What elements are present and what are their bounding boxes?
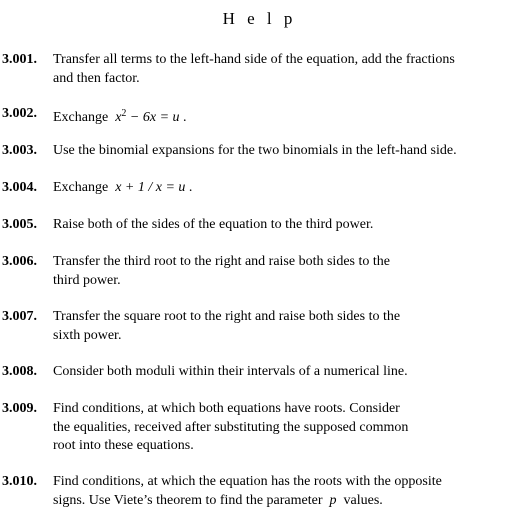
hint-item — [2, 400, 517, 456]
hint-line: Find conditions, at which the equation has the roots with the opposite — [53, 474, 442, 489]
hint-item — [2, 51, 517, 88]
hint-item — [2, 105, 517, 128]
hint-number: 3.006. — [2, 254, 37, 269]
hint-line: Find conditions, at which both equations have roots. Consider — [53, 401, 400, 416]
math-rest: − 6x = u — [126, 110, 180, 125]
hint-text — [53, 105, 517, 128]
hint-suffix: . — [183, 110, 187, 125]
hint-suffix: . — [188, 180, 193, 195]
hint-text — [53, 142, 517, 161]
hint-item — [2, 253, 517, 290]
hint-number: 3.009. — [2, 401, 37, 416]
hint-text — [53, 308, 517, 345]
hint-item — [2, 216, 517, 235]
hint-line: Use the binomial expansions for the two binomials in the left-hand side. — [53, 143, 457, 158]
hint-text — [53, 363, 517, 382]
hint-item — [2, 473, 517, 510]
math-exponent: 2 — [121, 108, 127, 119]
hint-line: Transfer the third root to the right and raise both sides to the — [53, 254, 390, 269]
hint-number: 3.002. — [2, 106, 37, 121]
hint-number: 3.003. — [2, 143, 37, 158]
page-title: H e l p — [222, 9, 297, 28]
hint-line: and then factor. — [53, 70, 140, 86]
hint-number: 3.010. — [2, 474, 37, 489]
hint-line-prefix: signs. Use Viete’s theorem to find the parameter — [53, 492, 323, 508]
hint-line: root into these equations. — [53, 438, 194, 453]
hint-number: 3.008. — [2, 364, 37, 379]
hint-line: Transfer the square root to the right and raise both sides to the — [53, 309, 401, 324]
math-expression: x + 1 / x = u — [115, 180, 186, 195]
hint-line: third power. — [53, 272, 121, 288]
hint-item — [2, 363, 517, 382]
hint-text — [53, 473, 517, 510]
hint-prefix: Exchange — [53, 180, 109, 195]
hint-number: 3.007. — [2, 309, 37, 324]
hint-number: 3.001. — [2, 52, 37, 67]
hint-line: Transfer all terms to the left-hand side of the equation, add the fractions — [53, 52, 455, 67]
hint-text — [53, 253, 517, 290]
hint-line: Consider both moduli within their intervals of a numerical line. — [53, 364, 408, 379]
hint-number: 3.004. — [2, 180, 37, 195]
hint-line-suffix: values. — [343, 492, 383, 508]
hint-line — [53, 492, 517, 511]
hint-line: the equalities, received after substituting the supposed common — [53, 419, 409, 435]
hint-item — [2, 142, 517, 161]
hint-prefix: Exchange — [53, 110, 109, 125]
math-variable: x — [115, 110, 122, 125]
math-expression — [115, 110, 179, 125]
math-variable: p — [329, 492, 337, 508]
hint-item — [2, 179, 517, 198]
hint-text — [53, 51, 517, 88]
hint-text — [53, 216, 517, 235]
hint-number: 3.005. — [2, 217, 37, 232]
hint-text — [53, 179, 517, 198]
hint-line: sixth power. — [53, 327, 122, 343]
hint-item — [2, 308, 517, 345]
hint-text — [53, 400, 517, 456]
hint-line: Raise both of the sides of the equation to the third power. — [53, 217, 374, 232]
